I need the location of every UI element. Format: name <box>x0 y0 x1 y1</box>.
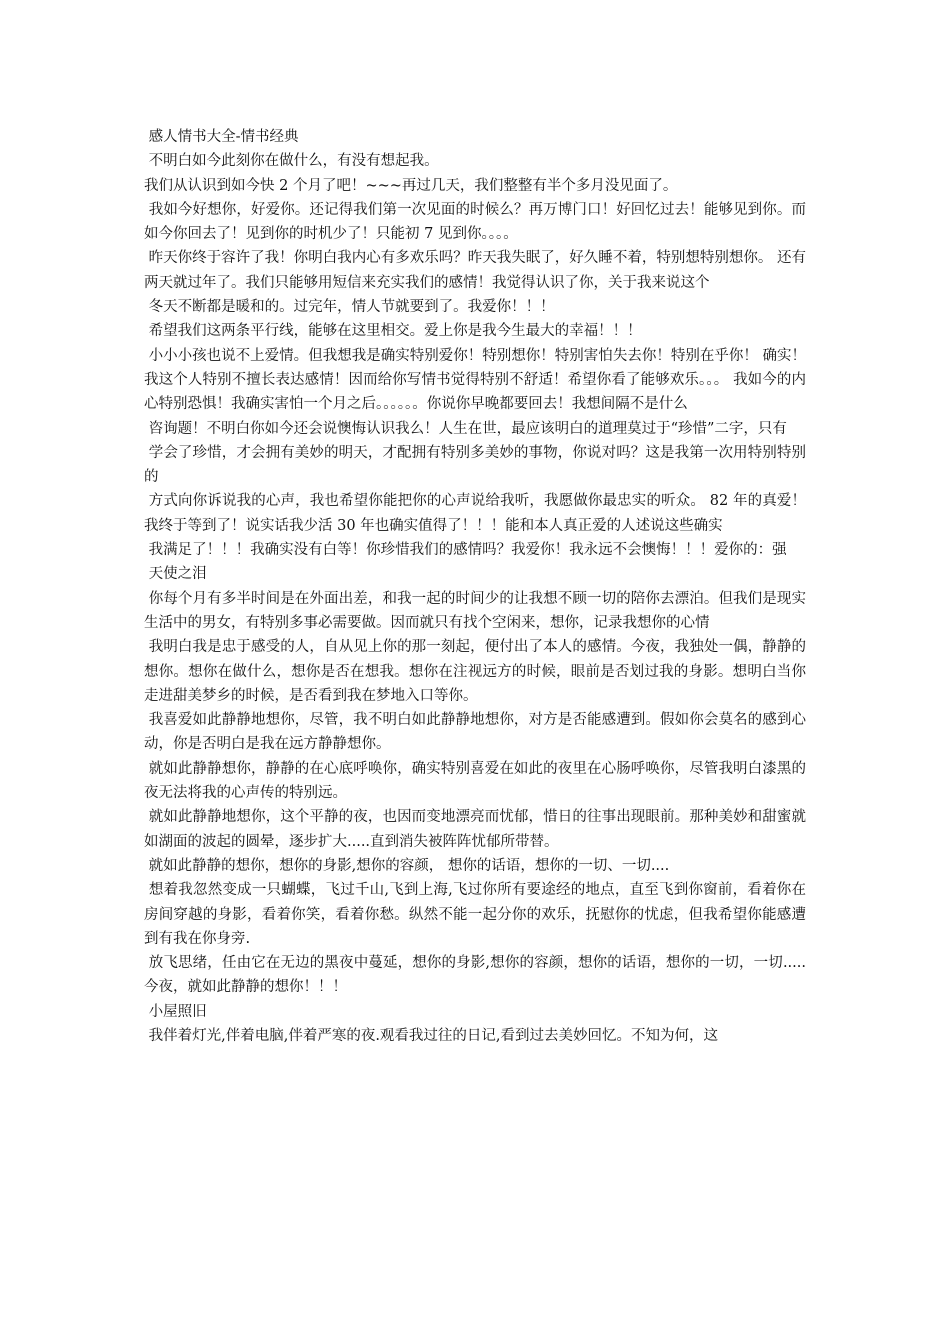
paragraph: 就如此静静的想你，想你的身影,想你的容颜， 想你的话语，想你的一切、一切.... <box>144 857 670 874</box>
paragraph: 放飞思绪，任由它在无边的黑夜中蔓延，想你的身影,想你的容颜，想你的话语，想你的一切，一切.....今夜，就如此静静的想你！！！ <box>144 955 806 996</box>
paragraph: 我明白我是忠于感受的人，自从见上你的那一刻起，便付出了本人的感情。今夜，我独处一偶，静静的想你。想你在做什么，想你是否在想我。想你在注视远方的时候，眼前是否划过我的身影。想明白当你走进甜美梦乡的时候，是否看到我在梦地入口等你。 <box>144 639 806 704</box>
paragraph: 学会了珍惜，才会拥有美妙的明天，才配拥有特别多美妙的事物，你说对吗？这是我第一次用特别特别的 <box>144 444 806 486</box>
paragraph: 昨天你终于容许了我！你明白我内心有多欢乐吗？昨天我失眠了，好久睡不着，特别想特别想你。 还有两天就过年了。我们只能够用短信来充实我们的感情！我觉得认识了你，关于我来说这个 <box>144 250 807 291</box>
paragraph: 不明白如今此刻你在做什么，有没有想起我。 <box>144 153 439 170</box>
document-title: 感人情书大全-情书经典 <box>144 129 299 145</box>
paragraph: 我喜爱如此静静地想你，尽管，我不明白如此静静地想你，对方是否能感遭到。假如你会莫名的感到心动，你是否明白是我在远方静静想你。 <box>144 712 806 753</box>
paragraph: 想着我忽然变成一只蝴蝶，飞过千山,飞到上海,飞过你所有要途经的地点，直至飞到你窗前，看着你在房间穿越的身影，看着你笑，看着你愁。纵然不能一起分你的欢乐，抚慰你的忧虑，但我希望你能感遭到有我在你身旁. <box>144 882 807 947</box>
section-heading: 小屋照旧 <box>144 1003 207 1020</box>
paragraph: 咨询题！不明白你如今还会说懊悔认识我么！人生在世，最应该明白的道理莫过于“珍惜”二字，只有 <box>144 420 787 437</box>
paragraph: 就如此静静地想你，这个平静的夜，也因而变地漂亮而忧郁，惜日的往事出现眼前。那种美妙和甜蜜就如湖面的波起的圆晕，逐步扩大.....直到消失被阵阵忧郁所带替。 <box>144 809 806 850</box>
document-body <box>144 125 806 1048</box>
paragraph: 冬天不断都是暖和的。过完年，情人节就要到了。我爱你！！！ <box>144 299 555 316</box>
paragraph: 我如今好想你，好爱你。还记得我们第一次见面的时候么？再万博门口！好回忆过去！能够见到你。而如今你回去了！见到你的时机少了！只能初 7 见到你。。。。 <box>144 201 806 243</box>
paragraph: 我们从认识到如今快 2 个月了吧！~~~再过几天，我们整整有半个多月没见面了。 <box>144 177 678 194</box>
paragraph: 你每个月有多半时间是在外面出差，和我一起的时间少的让我想不顾一切的陪你去漂泊。但我们是现实生活中的男女，有特别多事必需要做。因而就只有找个空闲来，想你，记录我想你的心情 <box>144 590 806 631</box>
paragraph: 就如此静静想你，静静的在心底呼唤你，确实特别喜爱在如此的夜里在心肠呼唤你，尽管我明白漆黑的夜无法将我的心声传的特别远。 <box>144 760 806 802</box>
section-heading: 天使之泪 <box>144 566 207 583</box>
paragraph: 我伴着灯光,伴着电脑,伴着严寒的夜.观看我过往的日记,看到过去美妙回忆。不知为何，这 <box>144 1027 719 1044</box>
paragraph: 小小小孩也说不上爱情。但我想我是确实特别爱你！特别想你！特别害怕失去你！特别在乎你！ 确实！我这个人特别不擅长表达感情！因而给你写情书觉得特别不舒适！希望你看了能够欢乐。。。 我如今的内心特别恐惧！我确实害怕一个月之后。。。。。。你说你早晚都要回去！我想间隔不是什么 <box>144 347 807 413</box>
paragraph: 方式向你诉说我的心声，我也希望你能把你的心声说给我听，我愿做你最忠实的听众。 82 年的真爱！我终于等到了！说实话我少活 30 年也确实值得了！！！能和本人真正爱的人述说这些确实 <box>144 493 806 534</box>
paragraph: 我满足了！！！我确实没有白等！你珍惜我们的感情吗？我爱你！我永远不会懊悔！！！爱你的：强 <box>144 542 787 559</box>
paragraph: 希望我们这两条平行线，能够在这里相交。爱上你是我今生最大的幸福！！！ <box>144 323 642 340</box>
